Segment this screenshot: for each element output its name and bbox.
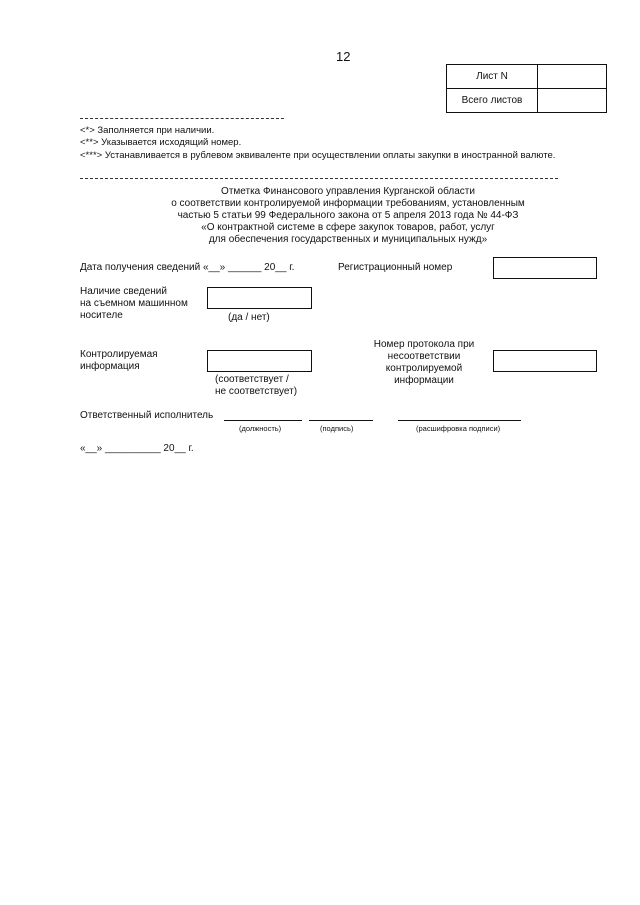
controlled-hint-line2: не соответствует) [215, 386, 298, 397]
total-sheets-label: Всего листов [447, 89, 538, 113]
total-sheets-field[interactable] [538, 89, 607, 113]
decoding-hint: (расшифровка подписи) [416, 424, 501, 433]
table-row [447, 65, 607, 89]
footnote-separator [80, 118, 284, 119]
media-field[interactable] [207, 287, 312, 309]
section-separator [80, 178, 558, 179]
controlled-label-line2: информация [80, 361, 140, 372]
final-date: «__» __________ 20__ г. [80, 443, 194, 454]
heading-line: Отметка Финансового управления Курганской области [221, 186, 475, 197]
heading-line: о соответствии контролируемой информации требованиям, установленным [171, 198, 525, 209]
table-row [447, 89, 607, 113]
protocol-number-field[interactable] [493, 350, 597, 372]
position-line[interactable] [224, 420, 302, 421]
media-label-line1: Наличие сведений [80, 286, 167, 297]
date-received-label: Дата получения сведений «__» ______ 20__ г. [80, 262, 295, 273]
signature-line[interactable] [309, 420, 373, 421]
footnote-1: <*> Заполняется при наличии. [80, 125, 215, 136]
heading-line: частью 5 статьи 99 Федерального закона от 5 апреля 2013 года № 44-ФЗ [177, 210, 519, 221]
decoding-line[interactable] [398, 420, 521, 421]
media-label-line2: на съемном машинном [80, 298, 188, 309]
controlled-hint-line1: (соответствует / [215, 374, 289, 385]
registration-number-field[interactable] [493, 257, 597, 279]
section-heading [110, 186, 586, 246]
sheet-number-label: Лист N [447, 65, 538, 89]
controlled-info-field[interactable] [207, 350, 312, 372]
protocol-label-line3: контролируемой [385, 363, 463, 374]
position-hint: (должность) [239, 424, 282, 433]
media-hint: (да / нет) [228, 312, 270, 323]
footnote-3: <***> Устанавливается в рублевом эквиваленте при осуществлении оплаты закупки в иностранной валюте. [80, 150, 556, 161]
sheet-table [446, 64, 607, 113]
controlled-label-line1: Контролируемая [80, 349, 158, 360]
footnote-2: <**> Указывается исходящий номер. [80, 137, 242, 148]
responsible-label: Ответственный исполнитель [80, 410, 214, 421]
registration-number-label: Регистрационный номер [338, 262, 453, 273]
signature-hint: (подпись) [320, 424, 354, 433]
protocol-label-line1: Номер протокола при [373, 339, 475, 350]
sheet-number-field[interactable] [538, 65, 607, 89]
media-label-line3: носителе [80, 310, 123, 321]
page-number: 12 [336, 49, 351, 64]
protocol-label-line4: информации [394, 375, 454, 386]
heading-line: «О контрактной системе в сфере закупок товаров, работ, услуг [201, 222, 495, 233]
heading-line: для обеспечения государственных и муниципальных нужд» [208, 234, 488, 245]
protocol-label-line2: несоответствии [387, 351, 461, 362]
